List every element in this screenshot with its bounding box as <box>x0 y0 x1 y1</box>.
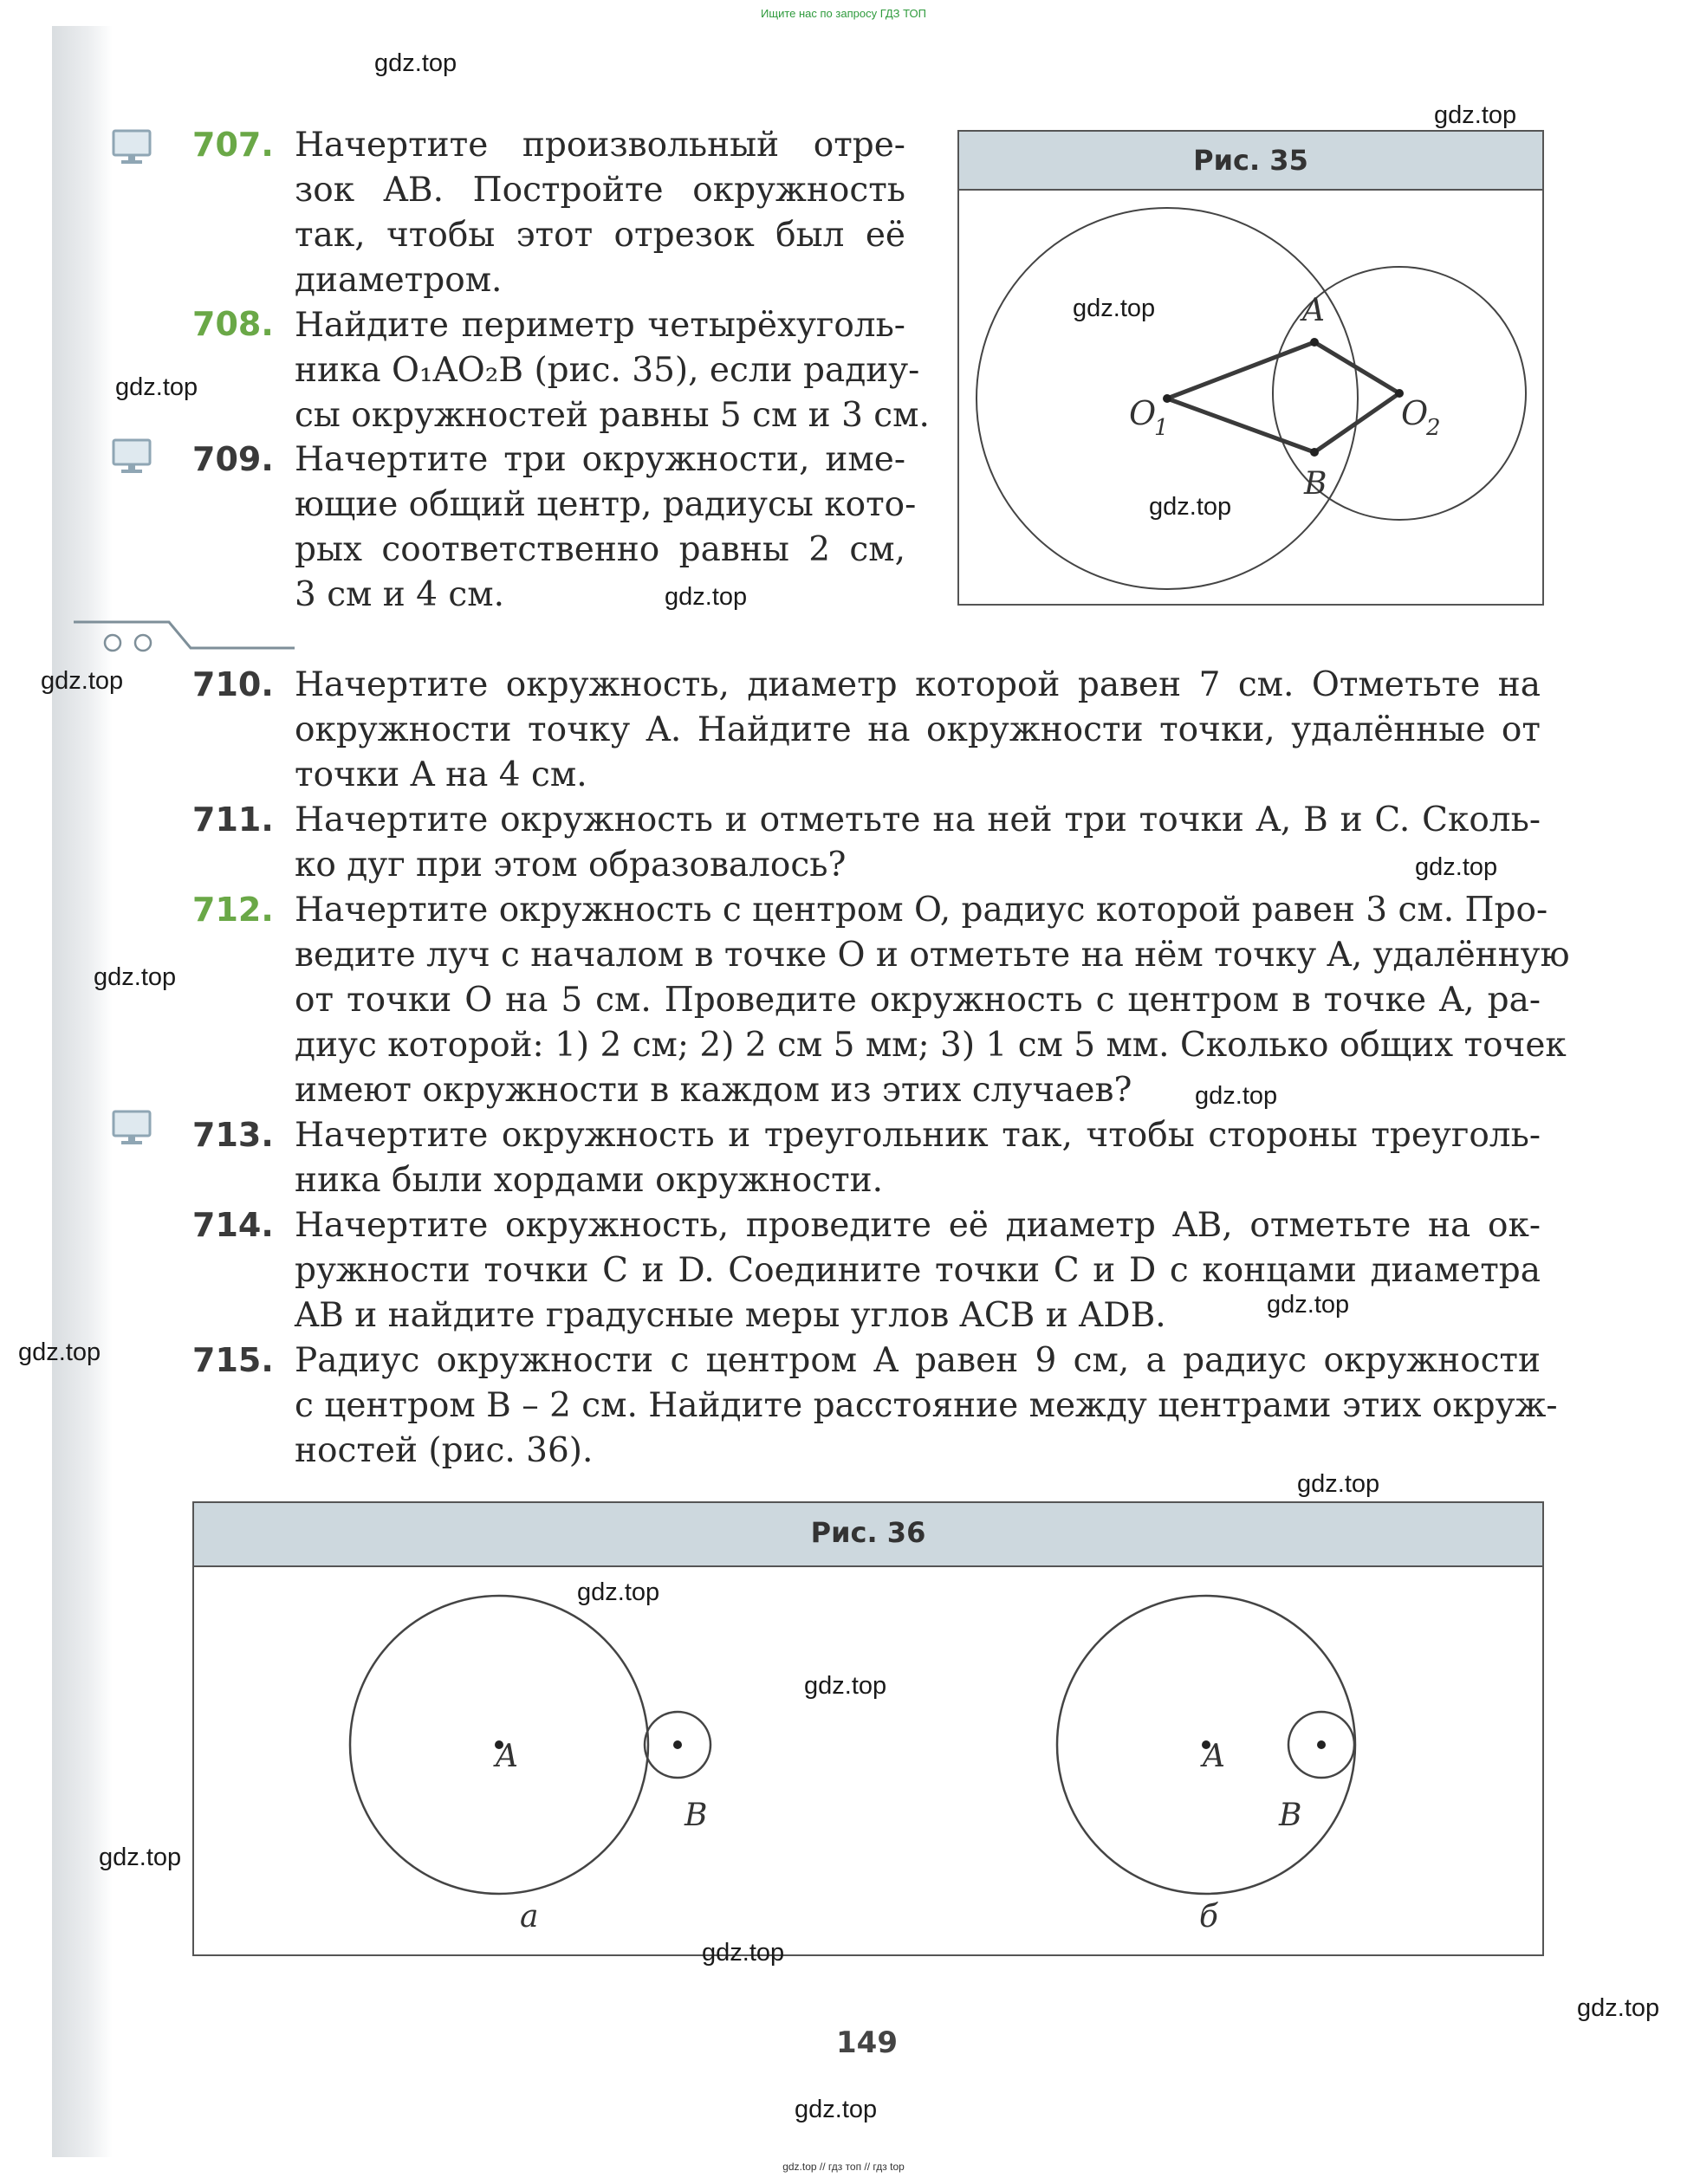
label-b-right: B <box>1279 1798 1302 1833</box>
label-o2: O <box>1401 394 1429 432</box>
quadrilateral-o1ao2b <box>1167 342 1399 452</box>
label-o1-sub: 1 <box>1154 415 1169 441</box>
watermark[interactable]: gdz.top <box>18 1338 101 1366</box>
point-a <box>1310 338 1319 347</box>
watermark[interactable]: gdz.top <box>1297 1470 1380 1498</box>
label-o2-sub: 2 <box>1426 415 1441 441</box>
label-a-left: A <box>496 1739 518 1774</box>
problem-number: 708. <box>192 305 274 343</box>
computer-icon <box>111 1109 152 1147</box>
problem-713-text: Начертите окружность и треугольник так, чтобы стороны треуголь- ника были хордами окружности. <box>295 1116 1541 1200</box>
label-b-left: B <box>685 1798 708 1833</box>
figure-title: Рис. 35 <box>959 132 1542 191</box>
left-margin-shade <box>52 26 113 2157</box>
point-b-left <box>673 1740 682 1749</box>
watermark[interactable]: gdz.top <box>577 1578 660 1606</box>
section-divider-icon <box>74 615 299 658</box>
watermark[interactable]: gdz.top <box>665 583 748 611</box>
watermark[interactable]: gdz.top <box>804 1672 887 1700</box>
watermark[interactable]: gdz.top <box>1073 295 1156 322</box>
problem-709-text: Начертите три окружности, име- ющие общий центр, радиусы кото- рых соответственно равны 2 см, 3 см и 4 см. <box>295 440 917 614</box>
problem-number: 710. <box>192 665 274 703</box>
figure-35 <box>957 130 1544 606</box>
watermark[interactable]: gdz.top <box>1149 493 1232 521</box>
problem-711-text: Начертите окружность и отметьте на ней три точки A, B и C. Сколь- ко дуг при этом образовалось? <box>295 800 1541 885</box>
figure-35-drawing <box>959 191 1542 604</box>
problem-number: 707. <box>192 126 274 164</box>
problem-715-text: Радиус окружности с центром A равен 9 см, а радиус окружности с центром B – 2 см. Найдите расстояние между центрами этих окруж- ностей (рис. 36). <box>295 1341 1558 1470</box>
figure-36 <box>192 1501 1544 1956</box>
problem-714-text: Начертите окружность, проведите её диаметр AB, отметьте на ок- ружности точки C и D. Соедините точки C и D с концами диаметра AB и найдите градусные меры углов ACB и ADB. <box>295 1206 1541 1335</box>
problem-number: 709. <box>192 440 274 478</box>
problem-707-text: Начертите произвольный отре- зок AB. Постройте окружность так, чтобы этот отрезок был её диаметром. <box>295 126 905 300</box>
caption-a: а <box>520 1899 539 1934</box>
point-b <box>1310 448 1319 457</box>
watermark[interactable]: gdz.top <box>1415 853 1498 881</box>
watermark[interactable]: gdz.top <box>1577 1994 1660 2022</box>
watermark[interactable]: gdz.top <box>99 1844 182 1871</box>
watermark[interactable]: gdz.top <box>795 2096 878 2123</box>
label-a-right: A <box>1203 1739 1225 1774</box>
problem-number: 712. <box>192 891 274 929</box>
page-number: 149 <box>836 2025 898 2060</box>
watermark[interactable]: gdz.top <box>702 1939 785 1967</box>
problem-710-text: Начертите окружность, диаметр которой равен 7 см. Отметьте на окружности точку A. Найдите на окружности точки, удалённые от точки A на 4 см. <box>295 665 1541 794</box>
point-o1 <box>1163 394 1171 403</box>
watermark[interactable]: gdz.top <box>94 963 177 991</box>
figure-36-drawing <box>194 1567 1542 1954</box>
top-note: Ищите нас по запросу ГДЗ ТОП <box>761 7 926 20</box>
watermark[interactable]: gdz.top <box>1267 1291 1350 1319</box>
problem-708-text: Найдите периметр четырёхуголь- ника O₁AO₂B (рис. 35), если радиу- сы окружностей равны 5 см и 3 см. <box>295 306 930 435</box>
label-o1: O <box>1129 394 1157 432</box>
bottom-note: gdz.top // гдз топ // гдз top <box>782 2161 905 2173</box>
watermark[interactable]: gdz.top <box>41 667 124 695</box>
problem-number: 714. <box>192 1206 274 1244</box>
watermark[interactable]: gdz.top <box>115 373 198 401</box>
label-a: A <box>1302 293 1325 328</box>
problem-number: 713. <box>192 1116 274 1154</box>
problem-number: 715. <box>192 1341 274 1379</box>
problem-712-text: Начертите окружность с центром O, радиус которой равен 3 см. Про- ведите луч с началом в точке O и отметьте на нём точку A, удалённую от точки O на 5 см. Проведите окружность с центром в точке A, ра- диус которой: 1) 2 см; 2) 2 см 5 мм; 3) 1 см 5 мм. Сколько общих точек имеют окружности в каждом из этих случаев? <box>295 891 1570 1110</box>
caption-b: б <box>1199 1899 1218 1934</box>
computer-icon <box>111 437 152 476</box>
watermark[interactable]: gdz.top <box>1195 1082 1278 1110</box>
watermark[interactable]: gdz.top <box>1434 101 1517 129</box>
watermark[interactable]: gdz.top <box>374 49 457 77</box>
label-b: B <box>1304 466 1327 502</box>
problem-number: 711. <box>192 800 274 839</box>
computer-icon <box>111 128 152 166</box>
point-b-right <box>1317 1740 1326 1749</box>
figure-title: Рис. 36 <box>194 1503 1542 1567</box>
